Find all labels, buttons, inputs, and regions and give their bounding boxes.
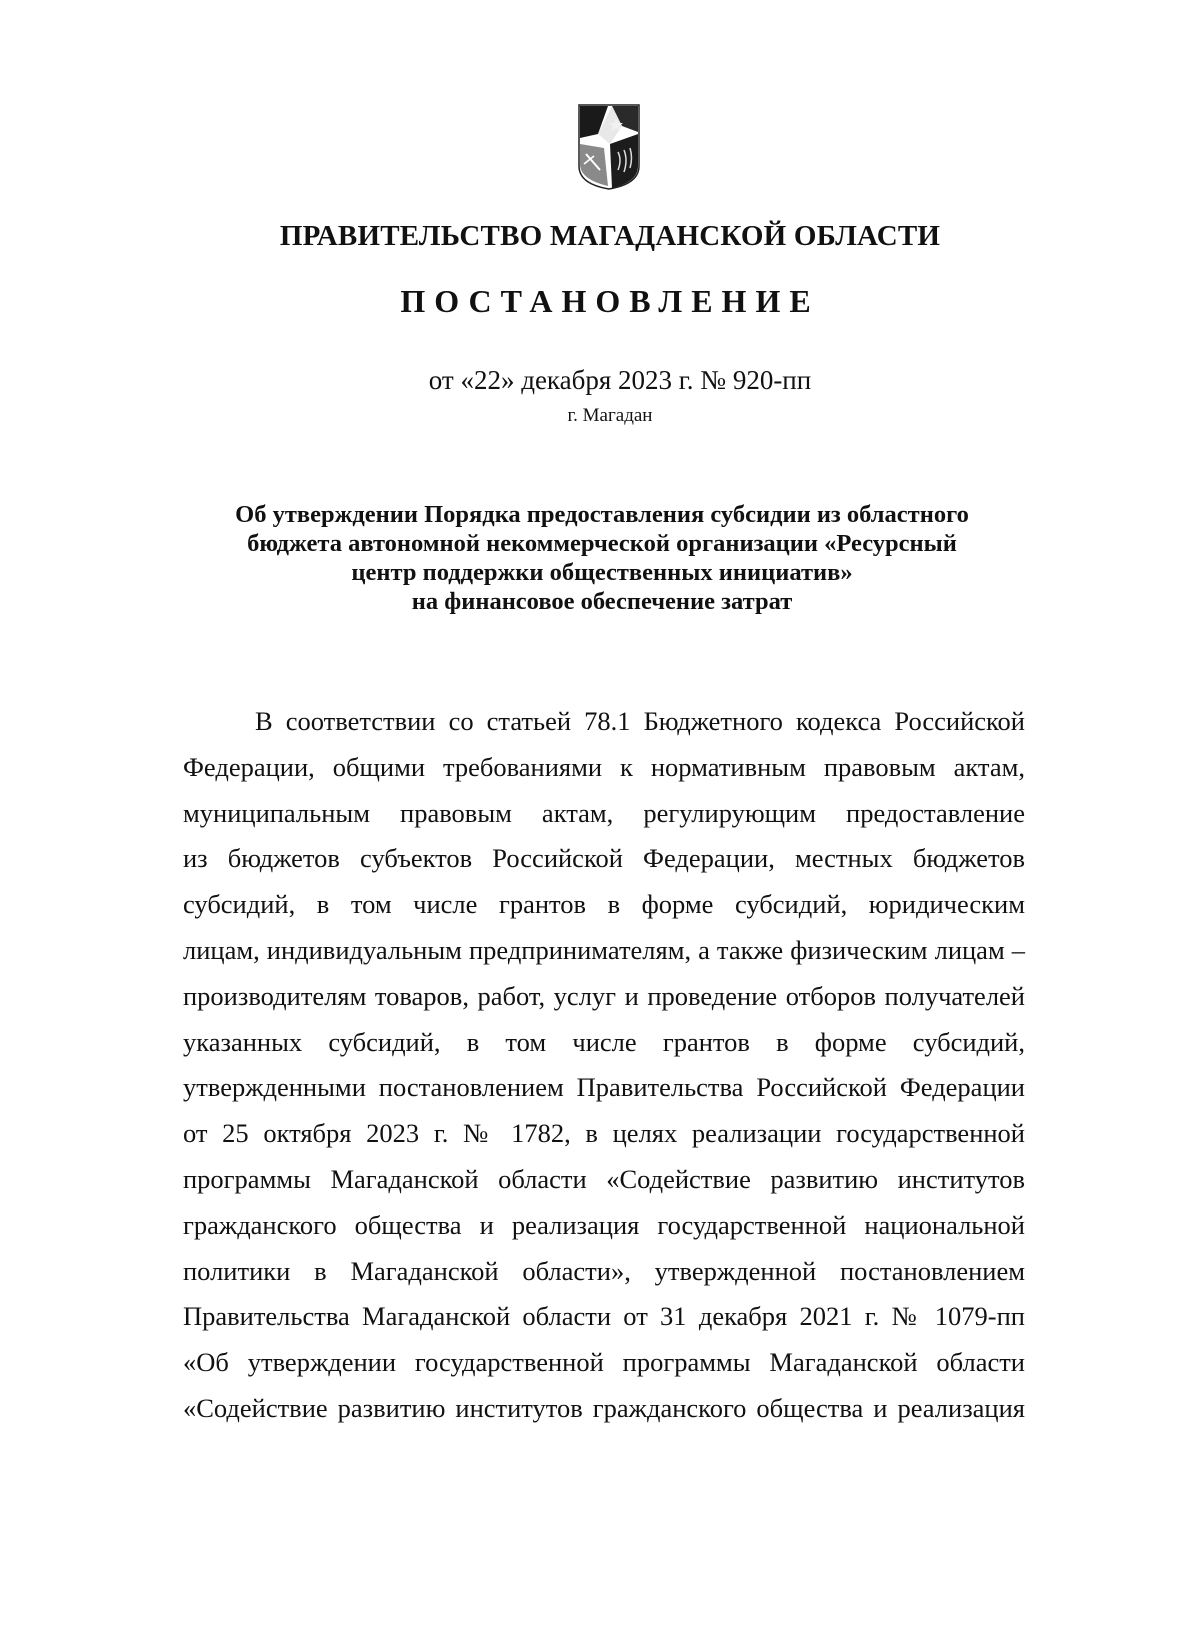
body-line: Правительства Магаданской области от 31 декабря 2021 г. № 1079-пп — [183, 1301, 1025, 1332]
body-line: производителям товаров, работ, услуг и проведение отборов получателей — [183, 980, 1025, 1011]
body-line: от 25 октября 2023 г. № 1782, в целях реализации государственной — [183, 1118, 1025, 1149]
body-line: «Об утверждении государственной программы Магаданской области — [183, 1347, 1025, 1378]
body-line: политики в Магаданской области», утвержденной постановлением — [183, 1255, 1025, 1286]
government-title: ПРАВИТЕЛЬСТВО МАГАДАНСКОЙ ОБЛАСТИ — [279, 220, 941, 252]
document-subject — [150, 500, 1054, 616]
coat-of-arms-icon — [578, 104, 640, 190]
body-line: субсидий, в том числе грантов в форме субсидий, юридическим — [183, 889, 1025, 920]
document-city: г. Магадан — [567, 405, 653, 426]
subject-line: центр поддержки общественных инициатив» — [351, 559, 853, 586]
body-line: гражданского общества и реализация государственной национальной — [183, 1209, 1025, 1240]
document-type: ПОСТАНОВЛЕНИЕ — [400, 283, 820, 319]
body-line: В соответствии со статьей 78.1 Бюджетного кодекса Российской — [255, 706, 1025, 736]
body-line: лицам, индивидуальным предпринимателям, а также физическим лицам – — [183, 934, 1025, 965]
body-line: указанных субсидий, в том числе грантов в форме субсидий, — [183, 1026, 1025, 1057]
body-line: «Содействие развитию институтов гражданского общества и реализация — [183, 1392, 1025, 1423]
body-line: программы Магаданской области «Содействие развитию институтов — [183, 1163, 1025, 1194]
subject-line: бюджета автономной некоммерческой организации «Ресурсный — [247, 530, 957, 557]
body-line: муниципальным правовым актам, регулирующим предоставление — [183, 797, 1025, 828]
document-body — [183, 699, 1025, 1432]
subject-line: на финансовое обеспечение затрат — [411, 588, 793, 615]
document-date-number: от «22» декабря 2023 г. № 920-пп — [428, 365, 812, 395]
body-line: утвержденными постановлением Правительства Российской Федерации — [183, 1072, 1025, 1103]
subject-line: Об утверждении Порядка предоставления субсидии из областного — [235, 501, 969, 528]
body-line: Федерации, общими требованиями к нормативным правовым актам, — [183, 751, 1025, 782]
body-line: из бюджетов субъектов Российской Федерации, местных бюджетов — [183, 843, 1025, 874]
